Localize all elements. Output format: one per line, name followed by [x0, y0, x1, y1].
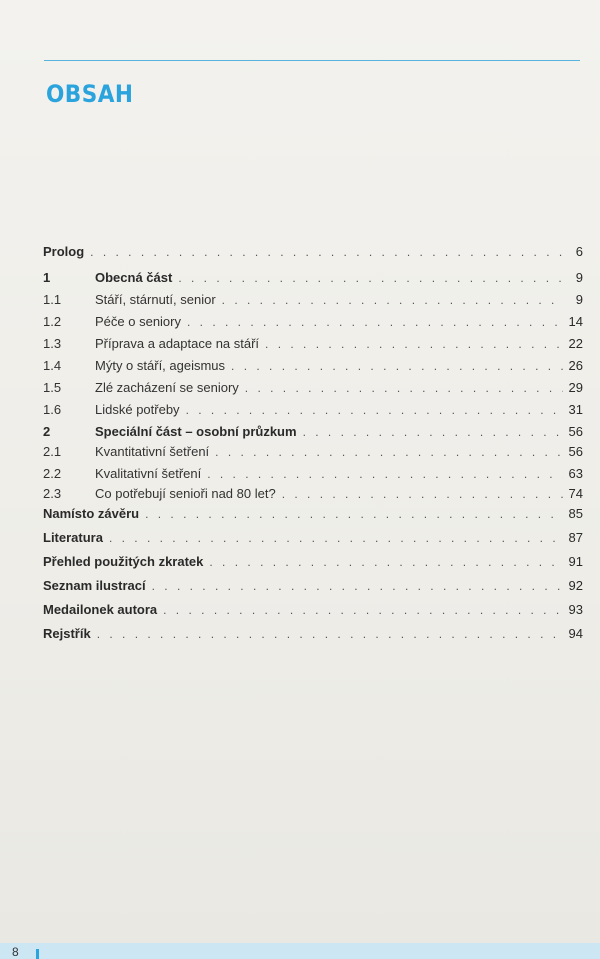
toc-entry [43, 444, 583, 464]
toc-entry [43, 530, 583, 550]
toc-entry [43, 554, 583, 574]
toc-entry-title: Péče o seniory [95, 314, 181, 329]
toc-entry [43, 314, 583, 334]
dot-leader [163, 603, 563, 617]
toc-entry-number: 2.1 [43, 444, 62, 459]
toc-entry-title: Přehled použitých zkratek [43, 554, 204, 569]
dot-leader [178, 271, 563, 285]
footer-strip [0, 943, 600, 959]
page-title: OBSAH [46, 80, 134, 108]
toc-entry-page: 22 [568, 336, 583, 351]
dot-leader [152, 579, 563, 593]
toc-entry [43, 626, 583, 646]
toc-entry-title: Co potřebují senioři nad 80 let? [95, 486, 276, 501]
toc-entry [43, 244, 583, 264]
toc-entry-page: 93 [568, 602, 583, 617]
toc-entry-page: 91 [568, 554, 583, 569]
toc-entry-page: 9 [575, 292, 583, 307]
toc-entry-page: 94 [568, 626, 583, 641]
dot-leader [265, 337, 563, 351]
toc-entry [43, 578, 583, 598]
toc-entry-page: 56 [568, 444, 583, 459]
toc-entry-number: 1 [43, 270, 51, 285]
header-rule [44, 60, 580, 61]
toc-entry [43, 402, 583, 422]
dot-leader [209, 555, 563, 569]
toc-entry-page: 14 [568, 314, 583, 329]
dot-leader [282, 487, 563, 501]
dot-leader [231, 359, 563, 373]
toc-entry-page: 85 [568, 506, 583, 521]
toc-entry-title: Prolog [43, 244, 85, 259]
toc-entry [43, 602, 583, 622]
dot-leader [222, 293, 563, 307]
toc-entry-title: Mýty o stáří, ageismus [95, 358, 226, 373]
toc-entry-title: Příprava a adaptace na stáří [95, 336, 260, 351]
dot-leader [303, 425, 563, 439]
toc-entry [43, 380, 583, 400]
toc-entry [43, 292, 583, 312]
dot-leader [207, 467, 563, 481]
dot-leader [187, 315, 563, 329]
toc-entry-title: Kvalitativní šetření [95, 466, 202, 481]
dot-leader [90, 245, 563, 259]
toc-entry-title: Speciální část – osobní průzkum [95, 424, 297, 439]
toc-entry-page: 9 [575, 270, 583, 285]
toc-entry-page: 6 [575, 244, 583, 259]
toc-entry-title: Kvantitativní šetření [95, 444, 210, 459]
toc-entry-page: 87 [568, 530, 583, 545]
dot-leader [215, 445, 563, 459]
toc-entry [43, 358, 583, 378]
toc-entry-number: 2.2 [43, 466, 62, 481]
dot-leader [245, 381, 563, 395]
dot-leader [186, 403, 563, 417]
toc-entry [43, 270, 583, 290]
toc-entry-page: 56 [568, 424, 583, 439]
toc-entry [43, 466, 583, 486]
toc-entry [43, 336, 583, 356]
toc-entry-number: 1.3 [43, 336, 62, 351]
toc-entry-title: Zlé zacházení se seniory [95, 380, 239, 395]
toc-entry-page: 31 [568, 402, 583, 417]
toc-entry-page: 26 [568, 358, 583, 373]
toc-entry-page: 29 [568, 380, 583, 395]
toc-entry-page: 92 [568, 578, 583, 593]
toc-entry-number: 1.6 [43, 402, 62, 417]
toc-entry [43, 424, 583, 444]
toc-entry-number: 1.2 [43, 314, 62, 329]
toc-entry-title: Obecná část [95, 270, 173, 285]
toc-entry-title: Rejstřík [43, 626, 91, 641]
toc-entry-title: Lidské potřeby [95, 402, 180, 417]
toc-entry-title: Medailonek autora [43, 602, 158, 617]
toc-entry-title: Stáří, stárnutí, senior [95, 292, 216, 307]
toc-entry-number: 1.5 [43, 380, 62, 395]
dot-leader [145, 507, 563, 521]
toc-entry-page: 74 [568, 486, 583, 501]
toc-entry-number: 1.1 [43, 292, 62, 307]
toc-entry-number: 2 [43, 424, 51, 439]
toc-entry-title: Namísto závěru [43, 506, 140, 521]
toc-entry-title: Seznam ilustrací [43, 578, 146, 593]
toc-entry-number: 1.4 [43, 358, 62, 373]
toc-entry [43, 506, 583, 526]
toc-entry-page: 63 [568, 466, 583, 481]
toc-entry-title: Literatura [43, 530, 103, 545]
toc-entry-number: 2.3 [43, 486, 62, 501]
dot-leader [109, 531, 563, 545]
toc-entry [43, 486, 583, 506]
footer-accent-mark [36, 949, 39, 959]
dot-leader [97, 627, 563, 641]
page-number: 8 [12, 945, 19, 959]
